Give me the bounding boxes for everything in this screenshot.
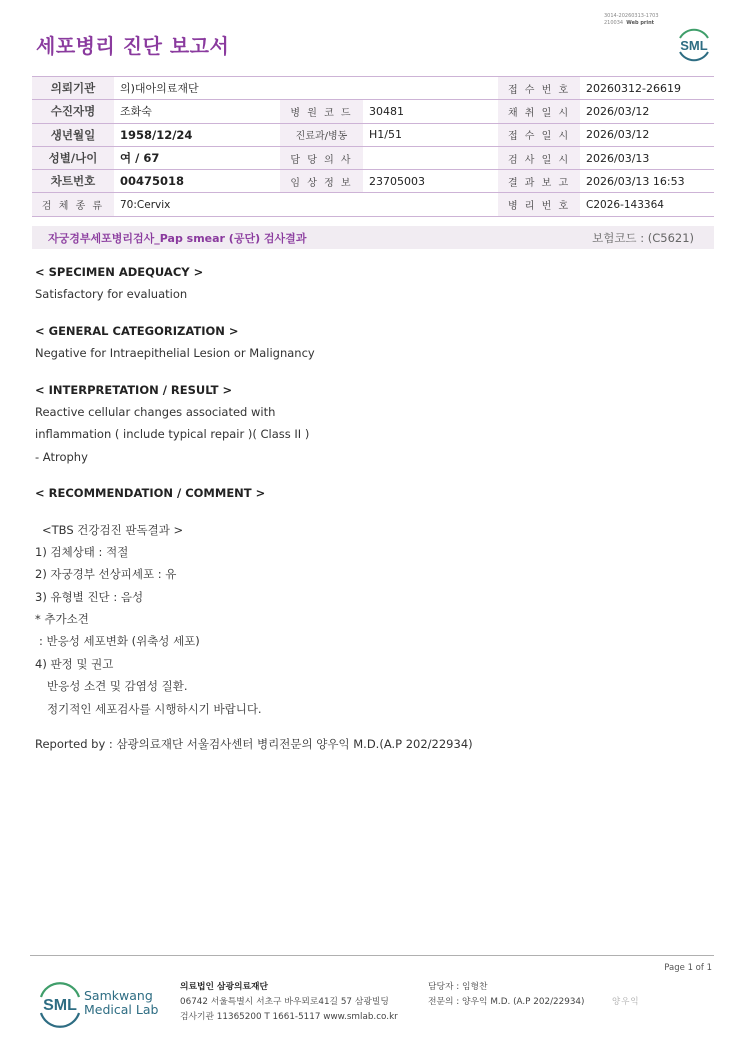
pathology-no-value: C2026-143364 [580, 193, 714, 216]
contact-specialist: 전문의 : 양우익 M.D. (A.P 202/22934) [428, 997, 585, 1007]
specimen-label: 검 체 종 류 [32, 193, 114, 216]
doctor-label: 담 당 의 사 [280, 146, 363, 169]
exam-title: 자궁경부세포병리검사_Pap smear (공단) 검사결과 [48, 232, 307, 245]
sex-age-label: 성별/나이 [32, 146, 114, 169]
info-row [32, 193, 714, 216]
print-meta [604, 13, 659, 26]
birth-value: 1958/12/24 [114, 123, 280, 146]
clinical-label: 임 상 정 보 [280, 170, 363, 193]
exam-date-label: 검 사 일 시 [498, 146, 580, 169]
sml-footer-logo-icon [36, 980, 84, 1028]
page-number: Page 1 of 1 [664, 963, 712, 973]
interpretation-line: Reactive cellular changes associated with [35, 404, 276, 419]
extra-heading: * 추가소견 [35, 612, 89, 627]
contact-person: 담당자 : 임형찬 [428, 982, 488, 992]
exam-date-value: 2026/03/13 [580, 146, 714, 169]
info-row [32, 100, 714, 123]
org-name: 의료법인 삼광의료재단 [180, 982, 269, 992]
receipt-date-value: 2026/03/12 [580, 123, 714, 146]
tbs-item: 2) 자궁경부 선상피세포 : 유 [35, 567, 177, 582]
sex-age-value: 여 / 67 [114, 146, 280, 169]
print-mode: Web print [626, 19, 655, 26]
tbs-title: <TBS 건강검진 판독결과 > [42, 522, 184, 537]
tbs-item: 4) 판정 및 권고 [35, 656, 114, 671]
info-row [32, 77, 714, 100]
report-date-value: 2026/03/13 16:53 [580, 170, 714, 193]
birth-label: 생년월일 [32, 123, 114, 146]
report-date-label: 결 과 보 고 [498, 170, 580, 193]
receipt-date-label: 접 수 일 시 [498, 123, 580, 146]
signature: 양우익 [612, 997, 640, 1007]
advice-line: 정기적인 세포검사를 시행하시기 바랍니다. [47, 701, 262, 716]
advice-line: 반응성 소견 및 감염성 질환. [47, 679, 188, 694]
org-contact: 검사기관 11365200 T 1661-5117 www.smlab.co.kr [180, 1012, 398, 1022]
exam-title-bar [32, 226, 714, 249]
brand-name [84, 989, 158, 1017]
sml-logo-icon [674, 24, 714, 64]
chart-value: 00475018 [114, 170, 280, 193]
receipt-no-value: 20260312-26619 [580, 77, 714, 100]
reported-by: Reported by : 삼광의료재단 서울검사센터 병리전문의 양우익 M.D.(A.P 202/22934) [35, 737, 473, 752]
adequacy-heading: < SPECIMEN ADEQUACY > [35, 265, 204, 279]
org-info [180, 980, 398, 1025]
doctor-value [363, 146, 498, 169]
print-meta-line1: 3014-20260313-1703 [604, 13, 659, 19]
general-text: Negative for Intraepithelial Lesion or Malignancy [35, 346, 315, 361]
dept-label: 진료과/병동 [280, 123, 363, 146]
sml-footer-logo-text: SML [43, 997, 77, 1014]
sml-logo-text: SML [680, 38, 708, 53]
hospital-code-label: 병 원 코 드 [280, 100, 363, 123]
brand-line: Medical Lab [84, 1002, 159, 1017]
org-address: 06742 서울특별시 서초구 바우뫼로41길 57 삼광빌딩 [180, 997, 389, 1007]
patient-value: 조화숙 [114, 100, 280, 123]
interpretation-line: - Atrophy [35, 449, 88, 464]
pathology-no-label: 병 리 번 호 [498, 193, 580, 216]
report-title: 세포병리 진단 보고서 [36, 34, 230, 58]
institution-value: 의)대아의료재단 [114, 77, 498, 100]
dept-value: H1/51 [363, 123, 498, 146]
brand-line: Samkwang [84, 988, 153, 1003]
contacts [428, 980, 584, 1010]
report-body [35, 261, 715, 755]
receipt-no-label: 접 수 번 호 [498, 77, 580, 100]
adequacy-text: Satisfactory for evaluation [35, 287, 188, 302]
clinical-value: 23705003 [363, 170, 498, 193]
info-row [32, 146, 714, 169]
tbs-item: 1) 검체상태 : 적절 [35, 544, 129, 559]
interpretation-line: inflammation ( include typical repair )( Class II ) [35, 427, 310, 442]
institution-label: 의뢰기관 [32, 77, 114, 100]
info-row [32, 123, 714, 146]
chart-label: 차트번호 [32, 170, 114, 193]
print-meta-line2: 210034 [604, 19, 624, 26]
tbs-item: 3) 유형별 진단 : 음성 [35, 589, 144, 604]
hospital-code-value: 30481 [363, 100, 498, 123]
general-heading: < GENERAL CATEGORIZATION > [35, 323, 239, 338]
patient-info-table [32, 76, 714, 217]
recommendation-heading: < RECOMMENDATION / COMMENT > [35, 486, 266, 501]
info-row [32, 170, 714, 193]
footer-divider [30, 955, 714, 956]
extra-text: : 반응성 세포변화 (위축성 세포) [39, 634, 200, 649]
collect-date-value: 2026/03/12 [580, 100, 714, 123]
collect-date-label: 채 취 일 시 [498, 100, 580, 123]
patient-label: 수진자명 [32, 100, 114, 123]
insurance-code: 보험코드 : (C5621) [592, 231, 694, 245]
specimen-value: 70:Cervix [114, 193, 498, 216]
interpretation-heading: < INTERPRETATION / RESULT > [35, 382, 233, 397]
